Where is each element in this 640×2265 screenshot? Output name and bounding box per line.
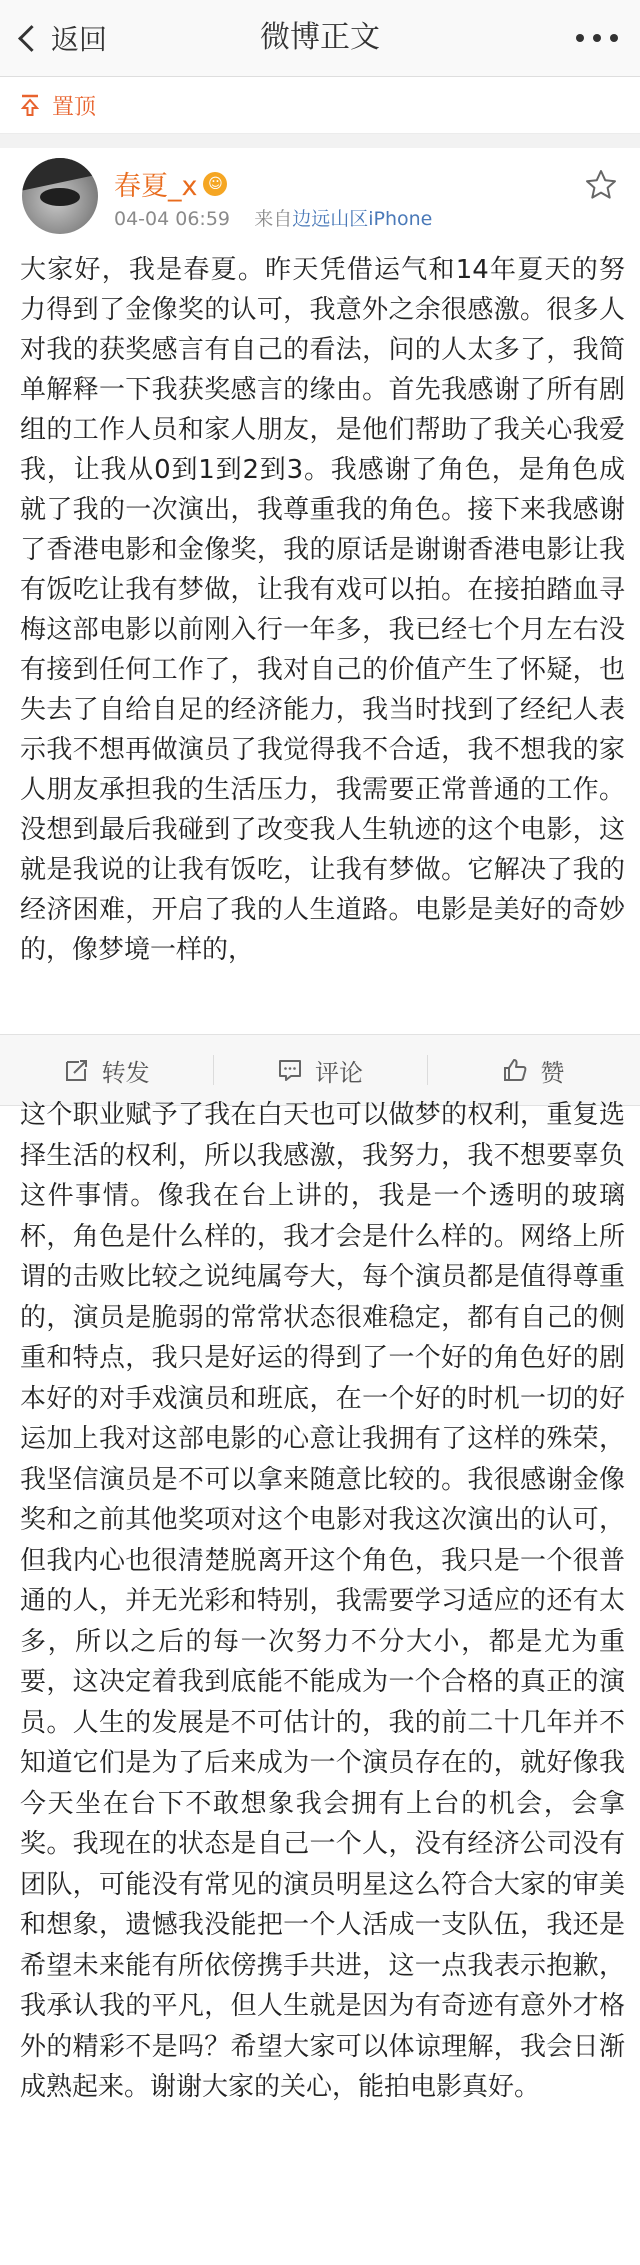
back-label: 返回 <box>51 23 108 56</box>
pin-icon <box>18 93 42 117</box>
author-name[interactable] <box>114 164 227 203</box>
pinned-banner <box>0 77 640 134</box>
comment-icon <box>277 1057 303 1083</box>
nav-bar <box>0 0 640 77</box>
avatar[interactable] <box>22 158 98 234</box>
page-title: 微博正文 <box>260 20 380 55</box>
like-label: 赞 <box>540 1058 565 1087</box>
repost-icon <box>64 1057 90 1083</box>
post-time: 04-04 06:59 <box>114 208 231 230</box>
author-row <box>0 148 640 248</box>
comment-label: 评论 <box>314 1058 363 1087</box>
more-options-icon[interactable] <box>576 34 618 42</box>
thumbs-up-icon <box>502 1057 528 1083</box>
vip-badge-icon: ☺ <box>203 172 227 196</box>
pinned-label: 置顶 <box>52 94 97 120</box>
post-text-part-1: 大家好，我是春夏。昨天凭借运气和14年夏天的努力得到了金像奖的认可，我意外之余很感激。很多人对我的获奖感言有自己的看法，问的人太多了，我简单解释一下我获奖感言的缘由。首先我感谢了所有剧组的工作人员和家人朋友，是他们帮助了我关心我爱我，让我从0到1到2到3。我感谢了角色，是角色成就了我的一次演出，我尊重我的角色。接下来我感谢了香港电影和金像奖，我的原话是谢谢香港电影让我有饭吃让我有梦做，让我有戏可以拍。在接拍踏血寻梅这部电影以前刚入行一年多，我已经七个月左右没有接到任何工作了，我对自己的价值产生了怀疑，也失去了自给自足的经济能力，我当时找到了经纪人表示我不想再做演员了我觉得我不合适，我不想我的家人朋友承担我的生活压力，我需要正常普通的工作。没想到最后我碰到了改变我人生轨迹的这个电影，这就是我说的让我有饭吃，让我有梦做。它解决了我的经济困难，开启了我的人生道路。电影是美好的奇妙的，像梦境一样的， <box>20 255 625 965</box>
post-meta <box>114 204 432 231</box>
section-divider <box>0 134 640 148</box>
repost-label: 转发 <box>101 1058 150 1087</box>
author-name-text: 春夏_x <box>114 171 198 202</box>
favorite-star-icon[interactable] <box>584 168 618 202</box>
source-link[interactable]: 边远山区iPhone <box>292 208 433 230</box>
source-prefix: 来自 <box>254 208 293 230</box>
post-text-part-2: 这个职业赋予了我在白天也可以做梦的权利，重复选择生活的权利，所以我感激，我努力，我不想要辜负这件事情。像我在台上讲的，我是一个透明的玻璃杯，角色是什么样的，我才会是什么样的。网络上所谓的击败比较之说纯属夸大，每个演员都是值得尊重的，演员是脆弱的常常状态很难稳定，都有自己的侧重和特点，我只是好运的得到了一个好的角色好的剧本好的对手戏演员和班底，在一个好的时机一切的好运加上我对这部电影的心意让我拥有了这样的殊荣，我坚信演员是不可以拿来随意比较的。我很感谢金像奖和之前其他奖项对这个电影对我这次演出的认可，但我内心也很清楚脱离开这个角色，我只是一个很普通的人，并无光彩和特别，我需要学习适应的还有太多，所以之后的每一次努力不分大小，都是尤为重要，这决定着我到底能不能成为一个合格的真正的演员。人生的发展是不可估计的，我的前二十几年并不知道它们是为了后来成为一个演员存在的，就好像我今天坐在台下不敢想象我会拥有上台的机会，会拿奖。我现在的状态是自己一个人，没有经济公司没有团队，可能没有常见的演员明星这么符合大家的审美和想象，遗憾我没能把一个人活成一支队伍，我还是希望未来能有所依傍携手共进，这一点我表示抱歉，我承认我的平凡，但人生就是因为有奇迹有意外才格外的精彩不是吗？希望大家可以体谅理解，我会日渐成熟起来。谢谢大家的关心，能拍电影真好。 <box>20 1100 625 2102</box>
